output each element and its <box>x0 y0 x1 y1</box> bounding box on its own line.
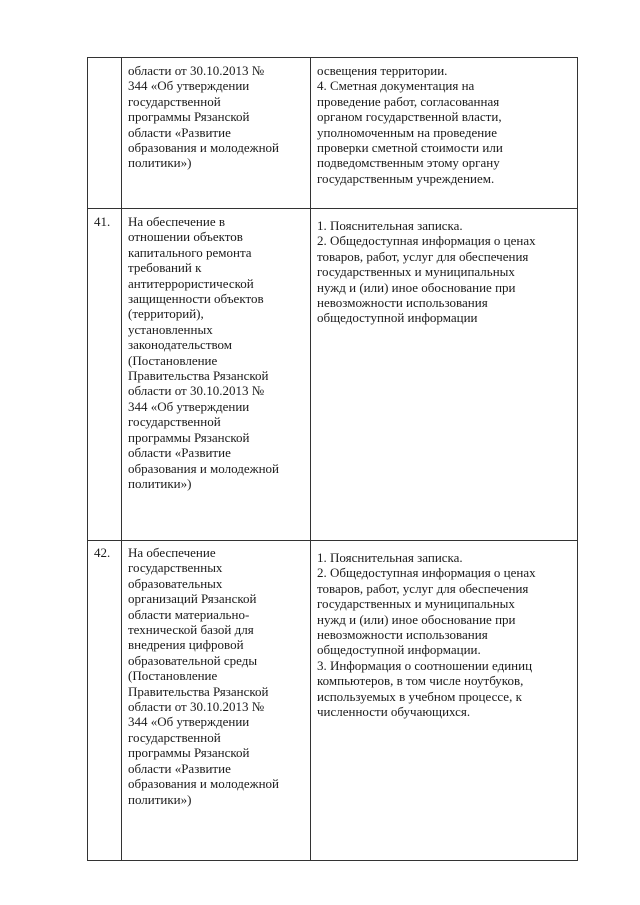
description-line: политики») <box>128 475 192 491</box>
documents-line: невозможности использования <box>317 295 488 311</box>
documents-line: невозможности использования <box>317 627 488 643</box>
description-line: области «Развитие <box>128 124 231 140</box>
description-line: государственной <box>128 729 221 745</box>
description-line: антитеррористической <box>128 275 254 291</box>
table-row <box>88 58 578 209</box>
documents-line: нужд и (или) иное обоснование при <box>317 611 516 627</box>
documents-line: органом государственной власти, <box>317 109 502 125</box>
description-line: образовательной среды <box>128 652 258 668</box>
expense-description-cell <box>122 541 311 861</box>
description-line: области «Развитие <box>128 445 231 461</box>
description-line: защищенности объектов <box>128 291 264 307</box>
documents-line: 1. Пояснительная записка. <box>317 218 463 233</box>
description-line: отношении объектов <box>128 229 243 245</box>
row-number <box>88 58 122 209</box>
requirements-table <box>87 57 578 861</box>
description-line: программы Рязанской <box>128 429 250 445</box>
documents-line: проведение работ, согласованная <box>317 93 500 109</box>
description-line: области от 30.10.2013 № <box>128 383 265 399</box>
documents-line: освещения территории. <box>317 63 448 78</box>
description-line: установленных <box>128 321 213 337</box>
documents-line: 4. Сметная документация на <box>317 78 475 94</box>
documents-line: 2. Общедоступная информация о ценах <box>317 565 536 581</box>
documents-line: нужд и (или) иное обоснование при <box>317 279 516 295</box>
description-line: (Постановление <box>128 668 218 684</box>
documents-line: уполномоченным на проведение <box>317 124 497 140</box>
description-line: образования и молодежной <box>128 460 279 476</box>
description-line: требований к <box>128 260 202 276</box>
documents-line: компьютеров, в том числе ноутбуков, <box>317 673 524 689</box>
row-number: 42. <box>88 541 122 861</box>
description-line: области «Развитие <box>128 760 231 776</box>
description-line: образования и молодежной <box>128 776 279 792</box>
description-line: законодательством <box>128 337 233 353</box>
documents-line: государственным учреждением. <box>317 170 495 186</box>
description-line: технической базой для <box>128 622 254 638</box>
description-line: государственной <box>128 93 221 109</box>
documents-line: товаров, работ, услуг для обеспечения <box>317 248 529 264</box>
expense-description-cell <box>122 209 311 541</box>
documents-line: государственных и муниципальных <box>317 264 515 280</box>
documents-line: подведомственным этому органу <box>317 155 500 171</box>
description-line: На обеспечение <box>128 545 216 560</box>
expense-description-cell <box>122 58 311 209</box>
description-line: 344 «Об утверждении <box>128 398 250 414</box>
description-line: области материально- <box>128 606 250 622</box>
description-line: На обеспечение в <box>128 214 225 229</box>
description-line: программы Рязанской <box>128 745 250 761</box>
table-row <box>88 209 578 541</box>
documents-line: используемых в учебном процессе, к <box>317 688 522 704</box>
table-row <box>88 541 578 861</box>
documents-line: проверки сметной стоимости или <box>317 140 503 156</box>
description-line: 344 «Об утверждении <box>128 78 250 94</box>
description-line: (территорий), <box>128 306 204 322</box>
documents-line: 3. Информация о соотношении единиц <box>317 657 533 673</box>
description-line: организаций Рязанской <box>128 591 257 607</box>
documents-line: 2. Общедоступная информация о ценах <box>317 233 536 249</box>
description-line: программы Рязанской <box>128 109 250 125</box>
description-line: (Постановление <box>128 352 218 368</box>
description-line: Правительства Рязанской <box>128 368 269 384</box>
description-line: политики») <box>128 155 192 171</box>
required-documents-cell <box>311 58 578 209</box>
documents-line: 1. Пояснительная записка. <box>317 550 463 565</box>
table-body <box>88 58 578 861</box>
description-line: Правительства Рязанской <box>128 683 269 699</box>
description-line: государственной <box>128 414 221 430</box>
description-line: образования и молодежной <box>128 140 279 156</box>
description-line: политики») <box>128 791 192 807</box>
required-documents-cell <box>311 209 578 541</box>
documents-line: государственных и муниципальных <box>317 596 515 612</box>
description-line: области от 30.10.2013 № <box>128 699 265 715</box>
description-line: образовательных <box>128 575 223 591</box>
description-line: капитального ремонта <box>128 244 252 260</box>
required-documents-cell <box>311 541 578 861</box>
description-line: 344 «Об утверждении <box>128 714 250 730</box>
row-number: 41. <box>88 209 122 541</box>
documents-line: общедоступной информации. <box>317 642 481 658</box>
description-line: области от 30.10.2013 № <box>128 63 265 78</box>
description-line: внедрения цифровой <box>128 637 244 653</box>
description-line: государственных <box>128 560 223 576</box>
documents-line: товаров, работ, услуг для обеспечения <box>317 580 529 596</box>
documents-line: численности обучающихся. <box>317 704 471 720</box>
documents-line: общедоступной информации <box>317 310 478 326</box>
